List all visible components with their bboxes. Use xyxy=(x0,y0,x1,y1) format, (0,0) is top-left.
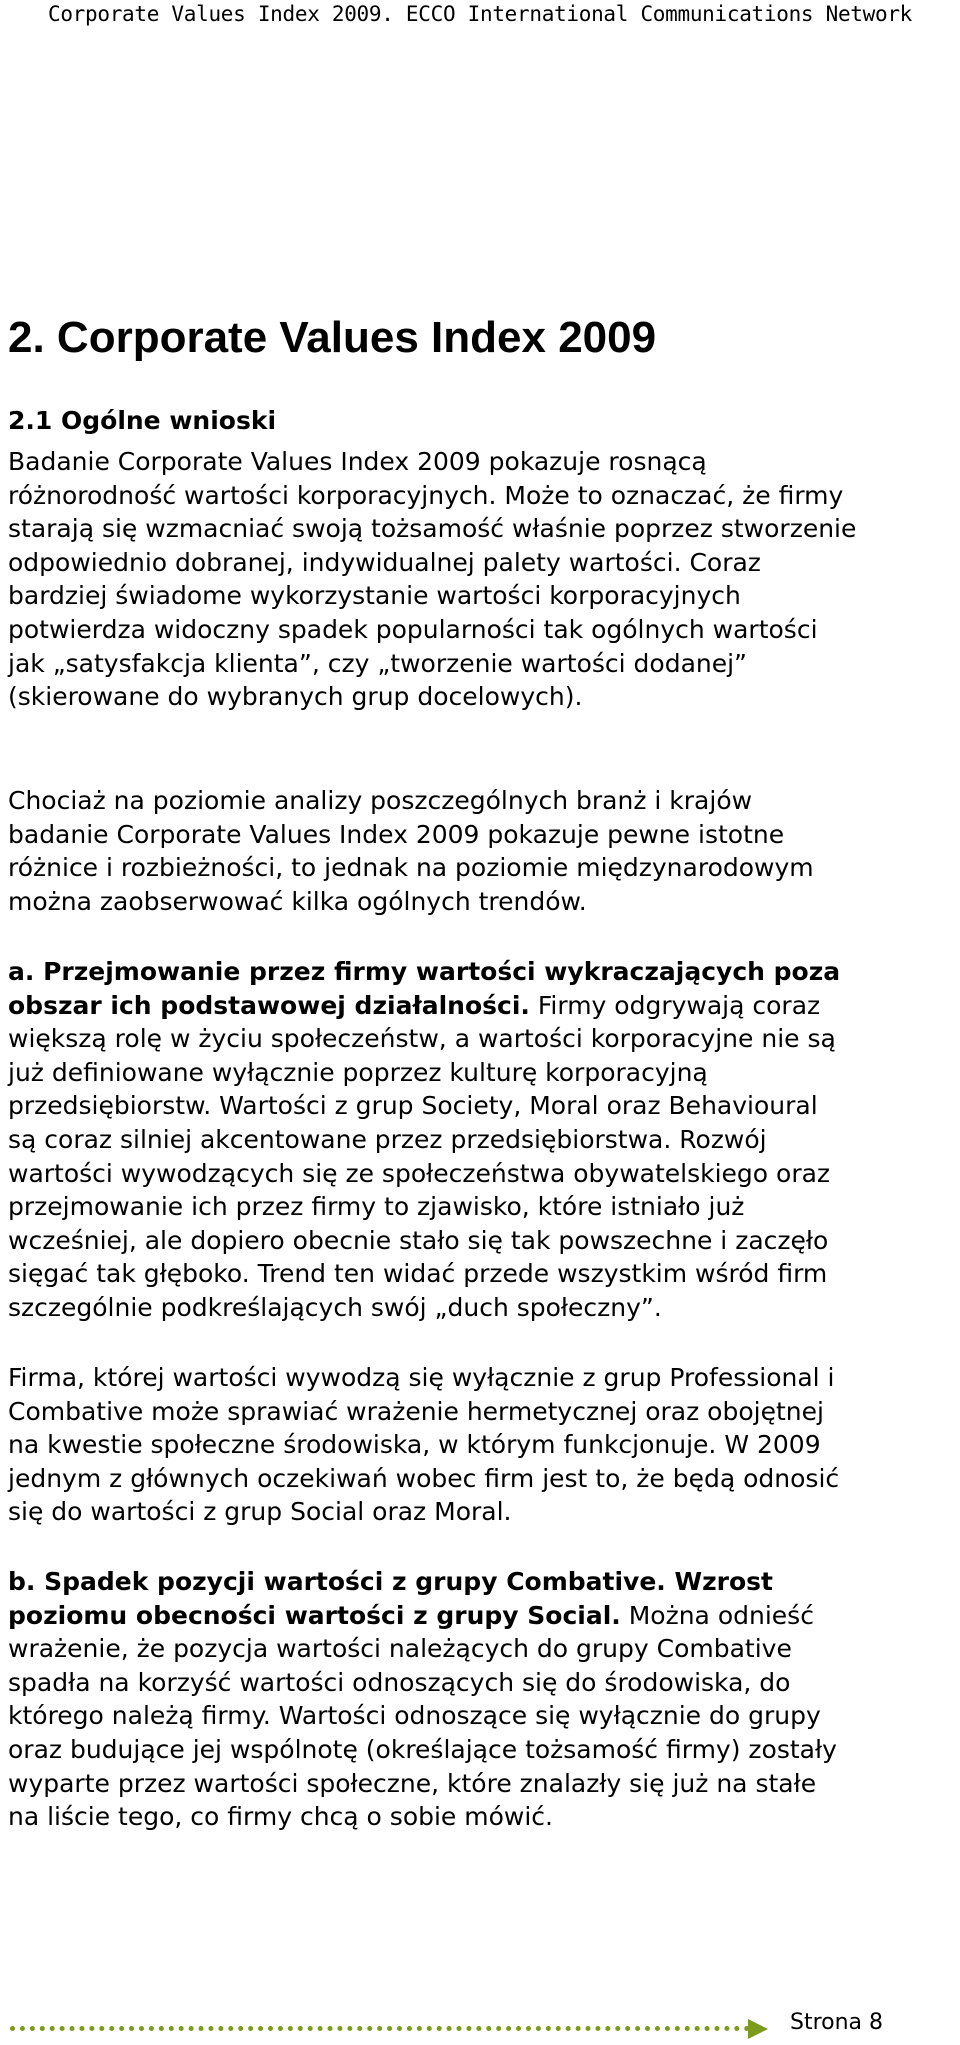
paragraph-line: spadła na korzyść wartości odnoszących się do środowiska, do xyxy=(8,1667,791,1697)
paragraph-line: różnorodność wartości korporacyjnych. Może to oznaczać, że firmy xyxy=(8,480,844,510)
paragraph-line: jednym z głównych oczekiwań wobec firm jest to, że będą odnosić xyxy=(8,1463,840,1493)
section-subtitle: 2.1 Ogólne wnioski xyxy=(8,406,277,435)
paragraph-line: którego należą firmy. Wartości odnoszące się wyłącznie do grupy xyxy=(8,1701,821,1731)
paragraph-line: wyparte przez wartości społeczne, które znalazły się już na stałe xyxy=(8,1768,817,1798)
paragraph-line: (skierowane do wybranych grup docelowych). xyxy=(8,682,583,712)
paragraph-line xyxy=(8,1599,956,1633)
paragraph-line: szczególnie podkreślających swój „duch społeczny”. xyxy=(8,1292,662,1322)
paragraph-line xyxy=(8,1565,956,1599)
paragraph-line: odpowiednio dobranej, indywidualnej palety wartości. Coraz xyxy=(8,547,761,577)
paragraph-line xyxy=(8,989,956,1023)
paragraph-line: oraz budujące jej wspólnotę (określające tożsamość firmy) zostały xyxy=(8,1734,837,1764)
paragraph-line: Chociaż na poziomie analizy poszczególnych branż i krajów xyxy=(8,786,753,815)
paragraph-line: większą rolę w życiu społeczeństw, a wartości korporacyjne nie są xyxy=(8,1024,836,1054)
paragraph-3 xyxy=(8,955,956,1325)
paragraph-line: jak „satysfakcja klienta”, czy „tworzenie wartości dodanej” xyxy=(8,648,748,678)
paragraph-1 xyxy=(8,445,956,714)
page-number: Strona 8 xyxy=(790,2010,884,2035)
bold-lead: obszar ich podstawowej działalności. xyxy=(8,990,530,1020)
paragraph-line: potwierdza widoczny spadek popularności tak ogólnych wartości xyxy=(8,614,818,644)
paragraph-line: sięgać tak głęboko. Trend ten widać przede wszystkim wśród firm xyxy=(8,1259,828,1289)
paragraph-line: można zaobserwować kilka ogólnych trendów. xyxy=(8,886,587,916)
line-text: Firmy odgrywają coraz xyxy=(529,990,821,1020)
paragraph-5 xyxy=(8,1565,956,1834)
line-text: Można odnieść xyxy=(620,1600,814,1630)
paragraph-line: na liście tego, co firmy chcą o sobie mówić. xyxy=(8,1802,553,1832)
paragraph-line: wcześniej, ale dopiero obecnie stało się tak powszechne i zaczęło xyxy=(8,1225,829,1255)
paragraph-line: już definiowane wyłącznie poprzez kulturę korporacyjną xyxy=(8,1057,708,1087)
paragraph-line: przejmowanie ich przez firmy to zjawisko, które istniało już xyxy=(8,1192,745,1222)
section-title: 2. Corporate Values Index 2009 xyxy=(8,313,657,362)
paragraph-line: różnice i rozbieżności, to jednak na poziomie międzynarodowym xyxy=(8,853,814,883)
paragraph-4 xyxy=(8,1361,956,1529)
footer-arrow-icon xyxy=(748,2019,768,2039)
paragraph-line: na kwestie społeczne środowiska, w którym funkcjonuje. W 2009 xyxy=(8,1430,821,1460)
paragraph-line: są coraz silniej akcentowane przez przedsiębiorstwa. Rozwój xyxy=(8,1124,767,1154)
paragraph-2 xyxy=(8,784,956,918)
paragraph-line: przedsiębiorstw. Wartości z grup Society, Moral oraz Behavioural xyxy=(8,1091,818,1121)
paragraph-line: wartości wywodzących się ze społeczeństwa obywatelskiego oraz xyxy=(8,1158,831,1188)
bold-lead: a. Przejmowanie przez firmy wartości wykraczających poza xyxy=(8,957,841,986)
paragraph-line: Firma, której wartości wywodzą się wyłącznie z grup Professional i xyxy=(8,1363,835,1392)
paragraph-line: Combative może sprawiać wrażenie hermetycznej oraz obojętnej xyxy=(8,1396,824,1426)
bold-lead: poziomu obecności wartości z grupy Social. xyxy=(8,1600,621,1630)
footer-dotted-rule xyxy=(10,2026,750,2031)
paragraph-line xyxy=(8,955,956,989)
paragraph-line: badanie Corporate Values Index 2009 pokazuje pewne istotne xyxy=(8,819,785,849)
paragraph-line: wrażenie, że pozycja wartości należących do grupy Combative xyxy=(8,1634,792,1664)
running-header: Corporate Values Index 2009. ECCO International Communications Network xyxy=(47,2,912,26)
paragraph-line: bardziej świadome wykorzystanie wartości korporacyjnych xyxy=(8,581,741,611)
paragraph-line: starają się wzmacniać swoją tożsamość właśnie poprzez stworzenie xyxy=(8,514,857,544)
paragraph-line: się do wartości z grup Social oraz Moral. xyxy=(8,1497,512,1527)
paragraph-line: Badanie Corporate Values Index 2009 pokazuje rosnącą xyxy=(8,447,707,476)
bold-lead: b. Spadek pozycji wartości z grupy Combative. Wzrost xyxy=(8,1567,773,1596)
